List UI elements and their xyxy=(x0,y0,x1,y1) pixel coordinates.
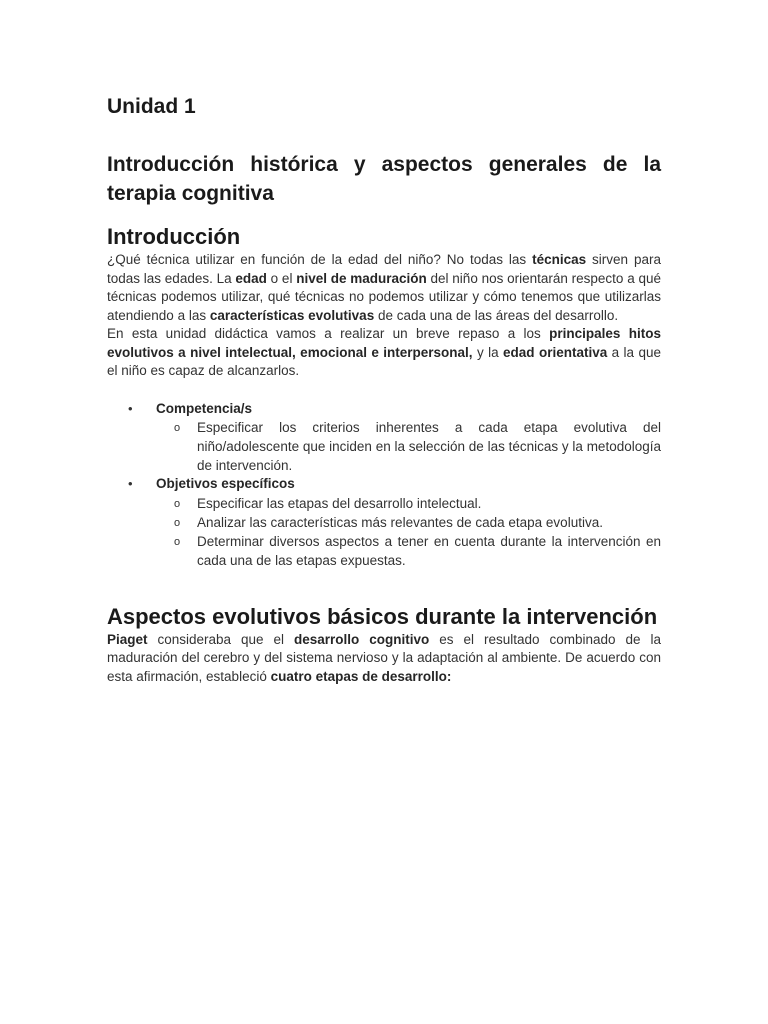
sub-list-item: o Especificar las etapas del desarrollo intelectual. xyxy=(156,494,661,513)
section2-paragraph: Piaget consideraba que el desarrollo cognitivo es el resultado combinado de la maduración del cerebro y del sistema nervioso y la adaptación al ambiente. De acuerdo con esta afirmación, estableció cuatro etapas de desarrollo: xyxy=(107,631,661,684)
objectives-list xyxy=(107,400,661,570)
circle-bullet-icon: o xyxy=(174,422,181,434)
sub-list-item: o Analizar las características más relevantes de cada etapa evolutiva. xyxy=(156,513,661,532)
intro-heading: Introducción xyxy=(107,224,241,249)
sub-list-item: o Determinar diversos aspectos a tener en cuenta durante la intervención en cada una de las etapas expuestas. xyxy=(174,533,661,568)
circle-bullet-icon: o xyxy=(174,535,181,548)
sub-list-item: o Especificar los criterios inherentes a cada etapa evolutiva del niño/adolescente que inciden en la selección de las técnicas y la metodología de intervención. xyxy=(174,420,661,473)
unit-heading: Unidad 1 xyxy=(107,95,196,118)
bullet-icon: • xyxy=(128,400,133,416)
list-item-label: Objetivos específicos xyxy=(156,476,295,491)
list-item-label: Competencia/s xyxy=(156,400,253,416)
intro-paragraph-1: ¿Qué técnica utilizar en función de la edad del niño? No todas las técnicas sirven para todas las edades. La edad o el nivel de maduración del niño nos orientarán respecto a qué técnicas podemos utilizar, qué técnicas no podemos utilizar y cómo tenemos que utilizarlas atendiendo a las características evolutivas de cada una de las áreas del desarrollo. xyxy=(107,252,661,323)
document-title: Introducción histórica y aspectos generales de la terapia cognitiva xyxy=(107,153,661,205)
sub-list xyxy=(156,418,661,475)
document-body xyxy=(107,93,661,686)
sub-list xyxy=(156,494,661,570)
intro-paragraph-2: En esta unidad didáctica vamos a realizar un breve repaso a los principales hitos evolutivos a nivel intelectual, emocional e interpersonal, y la edad orientativa a la que el niño es capaz de alcanzarlos. xyxy=(107,326,661,378)
bullet-icon: • xyxy=(128,476,133,491)
section2-heading: Aspectos evolutivos básicos durante la intervención xyxy=(107,603,658,629)
list-item xyxy=(107,400,661,476)
circle-bullet-icon: o xyxy=(174,497,181,510)
list-item xyxy=(107,475,661,570)
circle-bullet-icon: o xyxy=(174,516,181,529)
